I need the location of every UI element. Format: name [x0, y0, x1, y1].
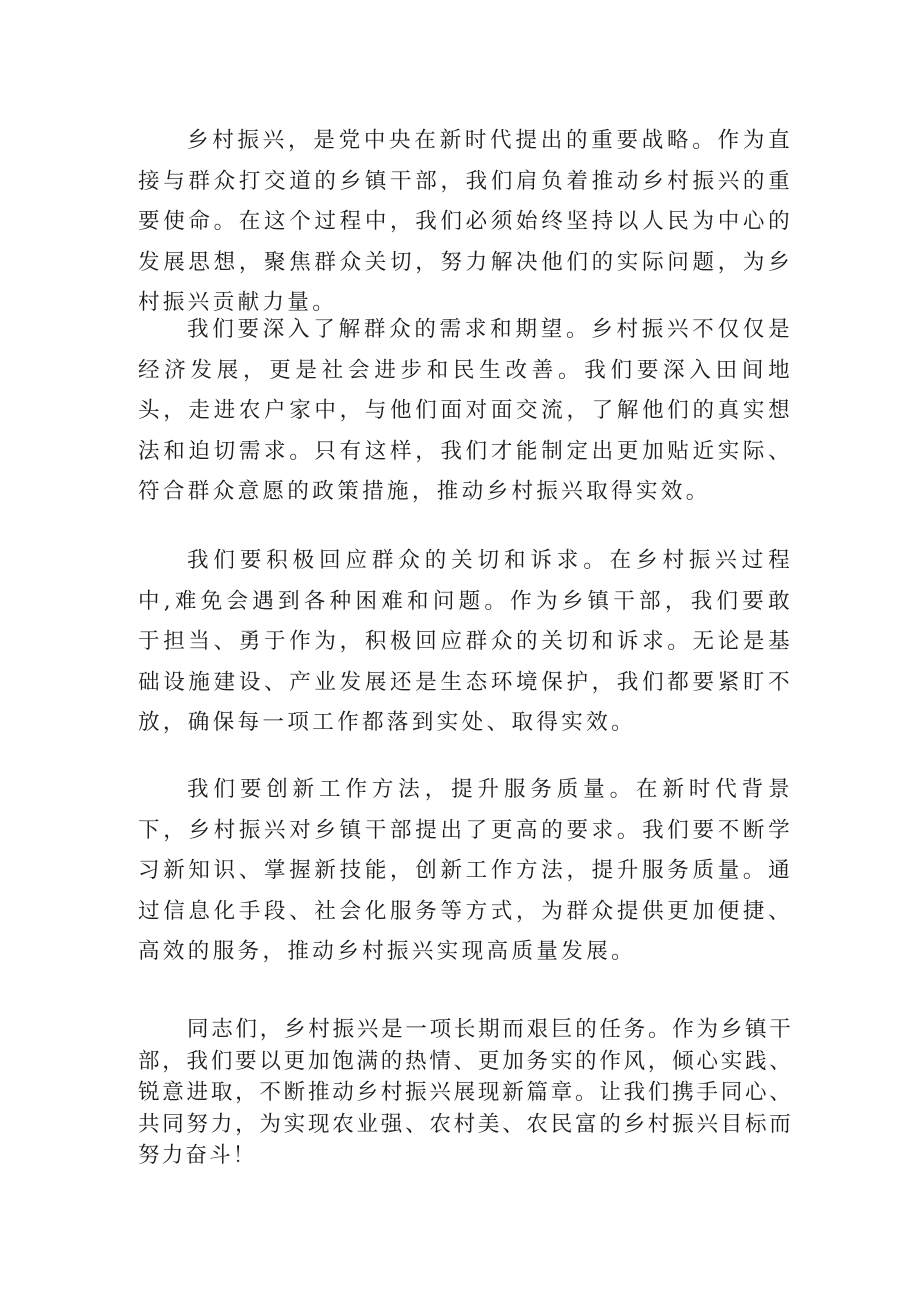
paragraph-understand-needs: 我们要深入了解群众的需求和期望。乡村振兴不仅仅是经济发展，更是社会进步和民生改善。我们要深入田间地头，走进农户家中，与他们面对面交流，了解他们的真实想法和迫切需求。只有这样，我们才能制定出更加贴近实际、符合群众意愿的政策措施，推动乡村振兴取得实效。: [138, 317, 793, 504]
paragraph-innovate-methods: 我们要创新工作方法，提升服务质量。在新时代背景下，乡村振兴对乡镇干部提出了更高的要求。我们要不断学习新知识、掌握新技能，创新工作方法，提升服务质量。通过信息化手段、社会化服务等方式，为群众提供更加便捷、高效的服务，推动乡村振兴实现高质量发展。: [138, 777, 793, 964]
paragraph-intro: 乡村振兴，是党中央在新时代提出的重要战略。作为直接与群众打交道的乡镇干部，我们肩负着推动乡村振兴的重要使命。在这个过程中，我们必须始终坚持以人民为中心的发展思想，聚焦群众关切，努力解决他们的实际问题，为乡村振兴贡献力量。: [138, 128, 793, 315]
paragraph-respond-concerns: 我们要积极回应群众的关切和诉求。在乡村振兴过程中,难免会遇到各种困难和问题。作为乡镇干部，我们要敢于担当、勇于作为，积极回应群众的关切和诉求。无论是基础设施建设、产业发展还是生态环境保护，我们都要紧盯不放，确保每一项工作都落到实处、取得实效。: [138, 548, 793, 735]
paragraph-conclusion: 同志们，乡村振兴是一项长期而艰巨的任务。作为乡镇干部，我们要以更加饱满的热情、更加务实的作风，倾心实践、锐意进取，不断推动乡村振兴展现新篇章。让我们携手同心、共同努力，为实现农业强、农村美、农民富的乡村振兴目标而努力奋斗！: [138, 1017, 793, 1168]
